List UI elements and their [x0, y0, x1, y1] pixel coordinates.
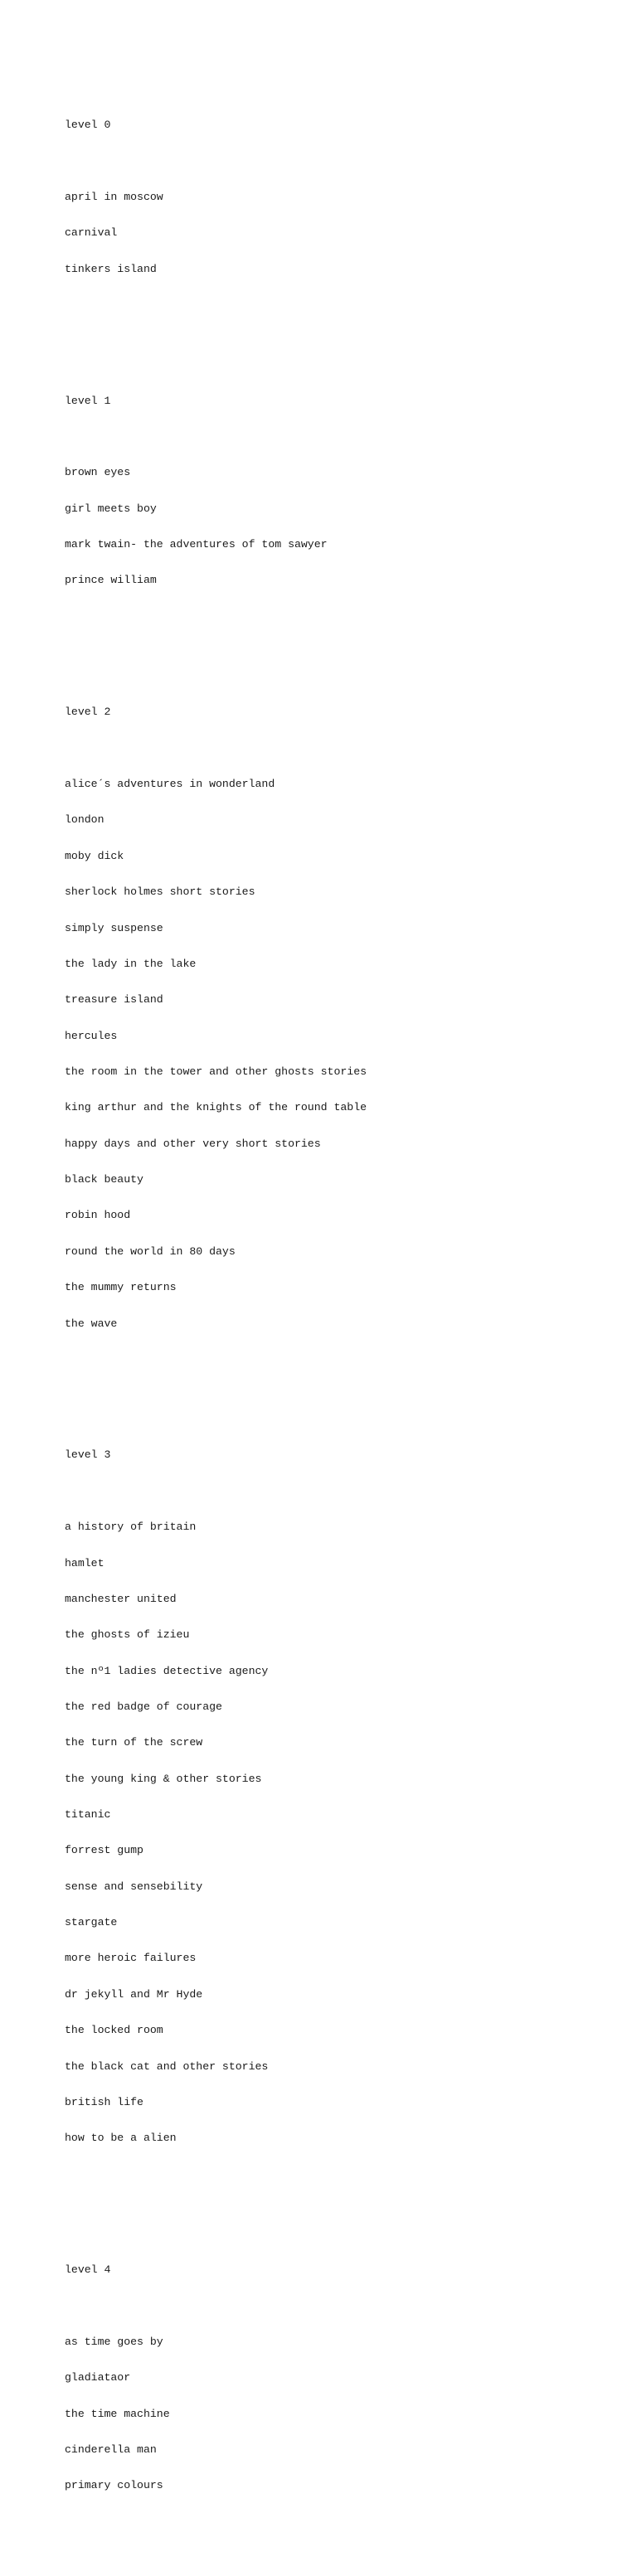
level-heading: level 1 — [65, 394, 111, 407]
list-item: tinkers island — [65, 262, 157, 275]
list-item: simply suspense — [65, 921, 163, 934]
list-item: dr jekyll and Mr Hyde — [65, 1987, 203, 2001]
level-section-1 — [65, 371, 620, 635]
list-item: carnival — [65, 226, 118, 240]
list-item: girl meets boy — [65, 502, 157, 515]
list-item: the turn of the screw — [65, 1736, 203, 1749]
list-item: london — [65, 813, 105, 827]
level-heading: level 2 — [65, 706, 111, 719]
title-list — [65, 1497, 620, 2168]
list-item: the wave — [65, 1317, 118, 1330]
title-list — [65, 167, 620, 299]
list-item: round the world in 80 days — [65, 1244, 236, 1258]
list-item: the ghosts of izieu — [65, 1628, 190, 1642]
list-item: a history of britain — [65, 1521, 197, 1534]
list-item: forrest gump — [65, 1844, 143, 1857]
list-item: stargate — [65, 1916, 118, 1929]
list-item: gladiataor — [65, 2371, 131, 2384]
list-item: alice´s adventures in wonderland — [65, 778, 275, 791]
list-item: prince william — [65, 574, 157, 587]
level-section-4 — [65, 2240, 620, 2540]
list-item: manchester united — [65, 1592, 177, 1605]
title-list — [65, 2312, 620, 2516]
list-item: april in moscow — [65, 190, 163, 203]
title-list — [65, 754, 620, 1354]
list-item: happy days and other very short stories — [65, 1137, 321, 1150]
list-item: the nº1 ladies detective agency — [65, 1664, 269, 1677]
list-item: sense and sensebility — [65, 1880, 203, 1893]
list-item: the time machine — [65, 2407, 170, 2420]
list-item: primary colours — [65, 2479, 163, 2492]
list-item: brown eyes — [65, 466, 131, 479]
list-item: mark twain- the adventures of tom sawyer — [65, 538, 328, 551]
list-item: as time goes by — [65, 2335, 163, 2348]
list-item: more heroic failures — [65, 1952, 197, 1965]
list-item: hamlet — [65, 1556, 105, 1569]
list-item: king arthur and the knights of the round table — [65, 1101, 367, 1114]
list-item: robin hood — [65, 1209, 131, 1222]
list-item: how to be a alien — [65, 2132, 177, 2145]
level-section-3 — [65, 1426, 620, 2193]
list-item: the locked room — [65, 2024, 163, 2037]
level-section-0 — [65, 95, 620, 323]
list-item: hercules — [65, 1029, 118, 1042]
list-item: sherlock holmes short stories — [65, 885, 255, 899]
list-item: the red badge of courage — [65, 1700, 222, 1713]
list-item: cinderella man — [65, 2443, 157, 2457]
level-heading: level 3 — [65, 1448, 111, 1462]
list-item: the black cat and other stories — [65, 2059, 269, 2073]
list-item: the mummy returns — [65, 1281, 177, 1294]
list-item: titanic — [65, 1808, 111, 1822]
list-item: the young king & other stories — [65, 1772, 262, 1785]
list-item: treasure island — [65, 993, 163, 1007]
level-heading: level 0 — [65, 119, 111, 132]
document-page — [65, 60, 620, 2576]
list-item: the room in the tower and other ghosts stories — [65, 1065, 367, 1078]
list-item: the lady in the lake — [65, 957, 197, 970]
level-heading: level 4 — [65, 2263, 111, 2277]
list-item: moby dick — [65, 849, 124, 862]
list-item: british life — [65, 2095, 143, 2108]
title-list — [65, 443, 620, 610]
list-item: black beauty — [65, 1173, 143, 1186]
level-section-2 — [65, 683, 620, 1378]
